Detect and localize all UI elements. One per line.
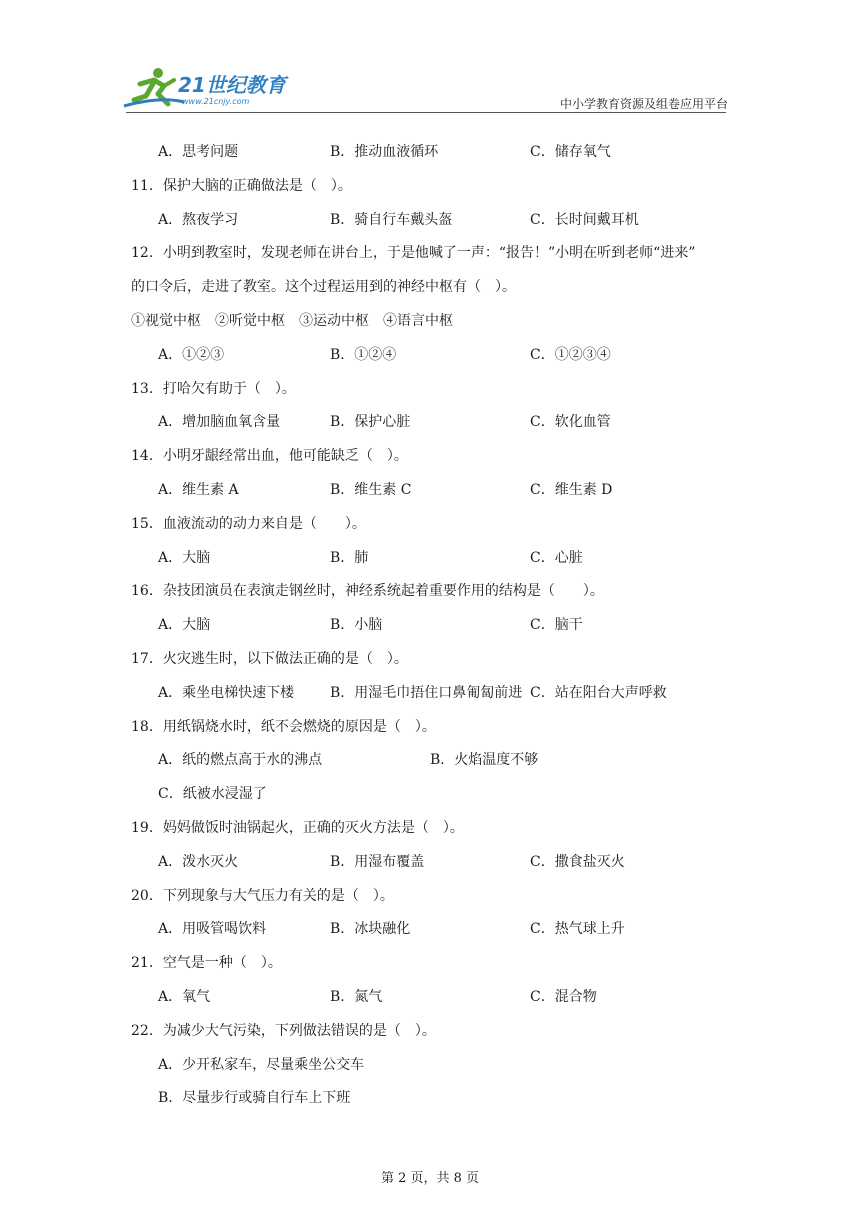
answer-option: A．少开私家车，尽量乘坐公交车 [158,1057,365,1073]
question-text: 的口令后，走进了教室。这个过程运用到的神经中枢有（ ）。 [131,279,516,295]
answer-option: C．热气球上升 [530,921,625,937]
answer-option: A．泼水灭火 [158,854,239,870]
answer-option: A．乘坐电梯快速下楼 [158,685,295,701]
question-text: 15．血液流动的动力来自是（ ）。 [131,516,366,532]
question-text: 20．下列现象与大气压力有关的是（ ）。 [131,888,394,904]
question-text: 19．妈妈做饭时油锅起火，正确的灭火方法是（ ）。 [131,820,464,836]
answer-option: A．用吸管喝饮料 [158,921,267,937]
answer-option: B．保护心脏 [330,414,411,430]
question-text: 11．保护大脑的正确做法是（ ）。 [131,178,352,194]
question-text: 18．用纸锅烧水时，纸不会燃烧的原因是（ ）。 [131,719,436,735]
answer-option: C．纸被水浸湿了 [158,786,267,802]
page-header [120,62,728,112]
question-text: ①视觉中枢 ②听觉中枢 ③运动中枢 ④语言中枢 [131,313,453,329]
page-number: 第 2 页，共 8 页 [380,1171,480,1186]
answer-option: A．维生素 A [158,482,239,498]
question-text: 12．小明到教室时，发现老师在讲台上，于是他喊了一声：“报告！”小明在听到老师“进来” [131,245,696,261]
answer-option: B．骑自行车戴头盔 [330,212,453,228]
question-text: 13．打哈欠有助于（ ）。 [131,381,296,397]
question-text: 17．火灾逃生时，以下做法正确的是（ ）。 [131,651,408,667]
answer-option: C．站在阳台大声呼救 [530,685,667,701]
question-text: 16．杂技团演员在表演走钢丝时，神经系统起着重要作用的结构是（ ）。 [131,583,604,599]
answer-option: A．大脑 [158,550,211,566]
answer-option: A．大脑 [158,617,211,633]
answer-option: B．火焰温度不够 [430,752,539,768]
answer-option: B．维生素 C [330,482,412,498]
answer-option: B．用湿毛巾捂住口鼻匍匐前进 [330,685,523,701]
answer-option: C．撒食盐灭火 [530,854,625,870]
answer-option: C．混合物 [530,989,597,1005]
question-text: 21．空气是一种（ ）。 [131,955,282,971]
answer-option: A．熬夜学习 [158,212,239,228]
answer-option: B．①②④ [330,347,397,363]
answer-option: A．氧气 [158,989,211,1005]
answer-option: C．维生素 D [530,482,613,498]
answer-option: C．储存氧气 [530,144,611,160]
header-divider [126,112,726,113]
answer-option: B．尽量步行或骑自行车上下班 [158,1090,351,1106]
platform-name: 中小学教育资源及组卷应用平台 [559,97,728,111]
answer-option: B．小脑 [330,617,383,633]
answer-option: A．纸的燃点高于水的沸点 [158,752,323,768]
answer-option: C．长时间戴耳机 [530,212,639,228]
answer-option: C．①②③④ [530,347,611,363]
svg-text:www.21cnjy.com: www.21cnjy.com [182,97,250,106]
answer-option: A．思考问题 [158,144,239,160]
answer-option: C．软化血管 [530,414,611,430]
svg-text:21世纪教育: 21世纪教育 [178,73,286,97]
answer-option: C．心脏 [530,550,583,566]
question-text: 14．小明牙龈经常出血，他可能缺乏（ ）。 [131,448,408,464]
answer-option: B．肺 [330,550,369,566]
answer-option: A．增加脑血氧含量 [158,414,281,430]
answer-option: B．氮气 [330,989,383,1005]
question-text: 22．为减少大气污染，下列做法错误的是（ ）。 [131,1023,436,1039]
answer-option: B．用湿布覆盖 [330,854,425,870]
answer-option: B．推动血液循环 [330,144,439,160]
answer-option: C．脑干 [530,617,583,633]
logo-21cnjy [120,62,300,110]
answer-option: A．①②③ [158,347,225,363]
answer-option: B．冰块融化 [330,921,411,937]
